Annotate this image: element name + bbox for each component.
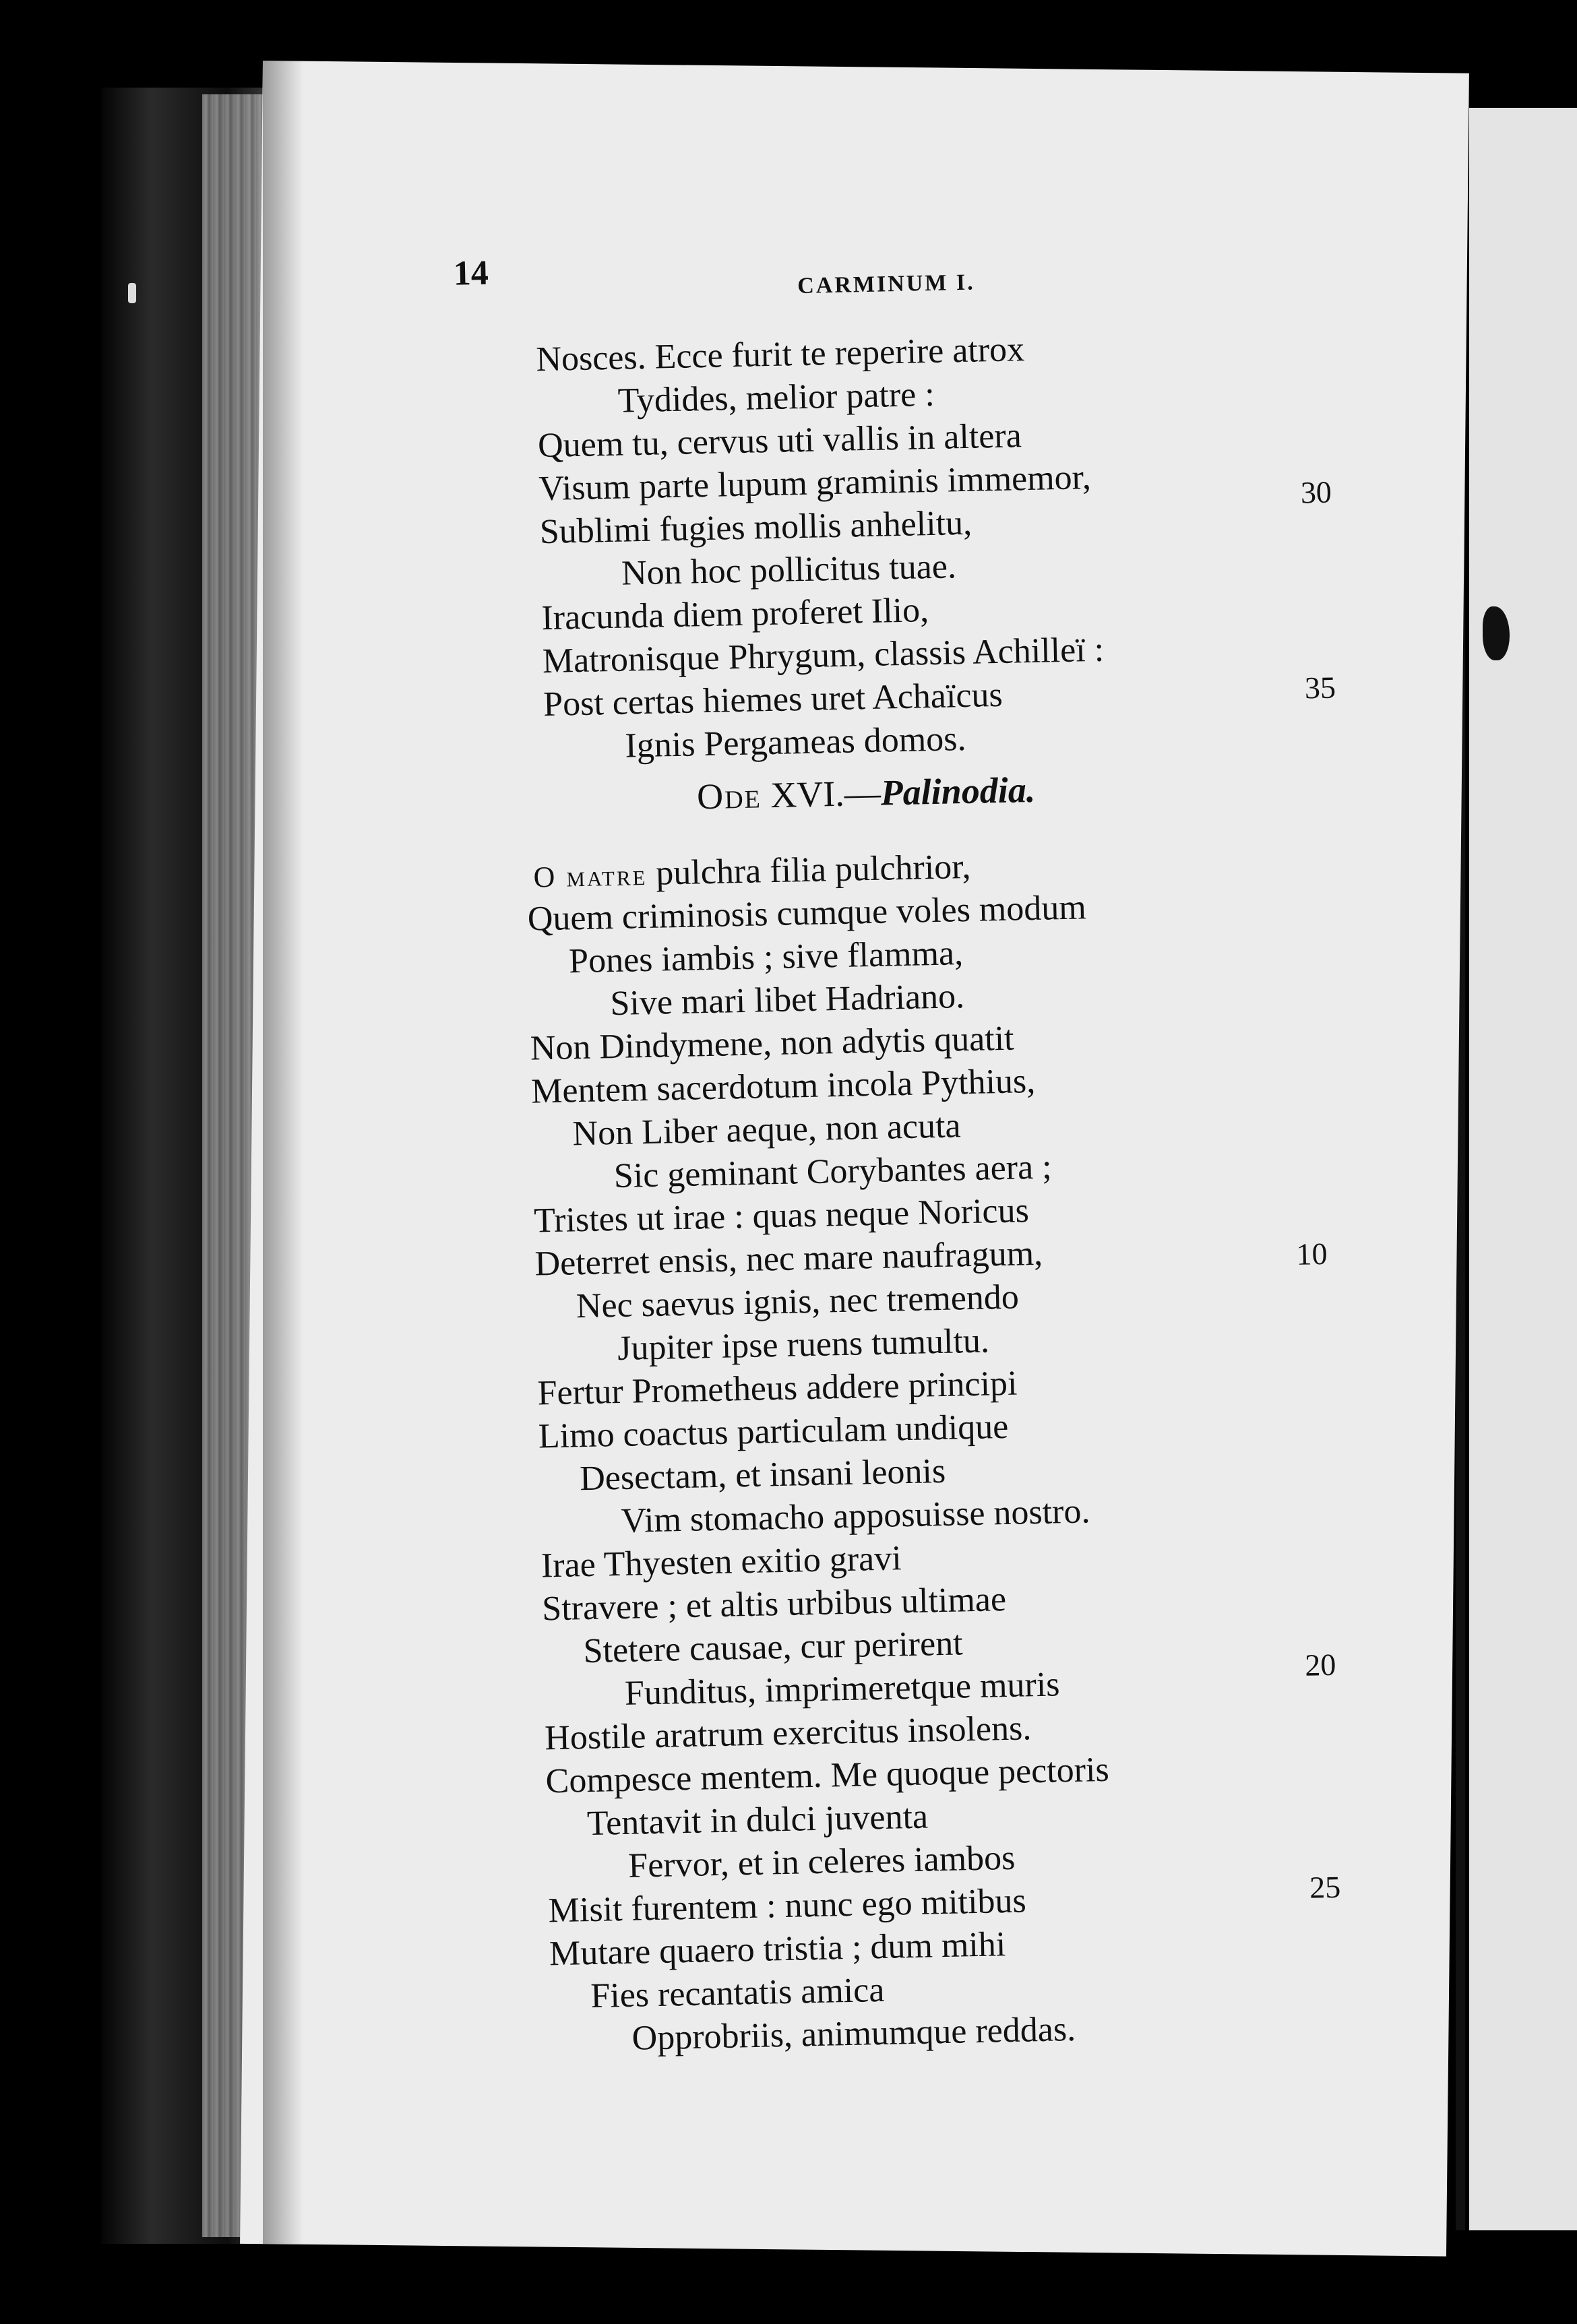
ode-title-number: XVI.— (770, 772, 882, 816)
verse-line: Mutare quaero tristia ; dum mihi (549, 1925, 1006, 1974)
verse-line: Stravere ; et altis urbibus ultimae (541, 1580, 1007, 1629)
verse-line: Sic geminant Corybantes aera ; (613, 1148, 1053, 1196)
ode-title-prefix: Ode (696, 775, 762, 817)
verse-line: Pones iambis ; sive flamma, (568, 934, 964, 981)
running-head: CARMINUM I. (797, 270, 976, 299)
ode-title (696, 769, 1035, 818)
verse-line: Compesce mentem. Me quoque pectoris (545, 1750, 1110, 1801)
verse-line: Quem tu, cervus uti vallis in altera (537, 416, 1022, 466)
verse-line: Non Dindymene, non adytis quatit (530, 1019, 1015, 1068)
ode-opening-words: O matre (533, 858, 648, 894)
verse-line: Post certas hiemes uret Achaïcus (543, 675, 1003, 724)
verse-line: Desectam, et insani leonis (579, 1451, 946, 1499)
verse-line: Stetere causae, cur perirent (583, 1624, 964, 1671)
verse-line: Nosces. Ecce furit te reperire atrox (535, 330, 1025, 379)
verse-line: Iracunda diem proferet Ilio, (540, 591, 929, 638)
verse-line: Tydides, melior patre : (617, 375, 935, 420)
verse-line: Fervor, et in celeres iambos (627, 1838, 1016, 1885)
line-number: 10 (1296, 1236, 1328, 1271)
verse-line: Tentavit in dulci juventa (586, 1797, 929, 1844)
verse-line-text: pulchra filia pulchrior, (646, 847, 972, 893)
verse-line: Vim stomacho apposuisse nostro. (621, 1492, 1090, 1540)
verse-line: Hostile aratrum exercitus insolens. (544, 1709, 1032, 1758)
line-number: 30 (1300, 474, 1332, 510)
verse-line: Opprobriis, animumque reddas. (631, 2009, 1076, 2058)
verse-line: Nec saevus ignis, nec tremendo (576, 1278, 1020, 1326)
verse-line: Irae Thyesten exitio gravi (540, 1539, 902, 1585)
line-number: 25 (1309, 1869, 1341, 1905)
line-number: 35 (1304, 670, 1336, 705)
verse-line: Visum parte lupum graminis immemor, (538, 458, 1092, 509)
line-number: 20 (1304, 1647, 1336, 1683)
verse-line: Tristes ut irae : quas neque Noricus (533, 1191, 1030, 1240)
verse-line: Deterret ensis, nec mare naufragum, (534, 1234, 1043, 1284)
verse-line: Jupiter ipse ruens tumultu. (617, 1321, 990, 1369)
verse-line: Funditus, imprimeretque muris (624, 1665, 1061, 1713)
verse-line: Sublimi fugies mollis anhelitu, (539, 503, 972, 552)
verse-line: Non hoc pollicitus tuae. (621, 547, 957, 593)
verse-line: Ignis Pergameas domos. (624, 719, 966, 765)
verse-line: Mentem sacerdotum incola Pythius, (530, 1061, 1036, 1111)
verse-line: Sive mari libet Hadriano. (609, 977, 965, 1024)
page-number: 14 (453, 253, 489, 293)
verse-line: Matronisque Phrygum, classis Achilleï : (542, 630, 1105, 681)
verse-line: Fertur Prometheus addere principi (537, 1364, 1018, 1413)
verse-line: Non Liber aeque, non acuta (571, 1106, 962, 1154)
verse-line (533, 847, 971, 896)
verse-line: Fies recantatis amica (590, 1970, 885, 2016)
verse-line: Quem criminosis cumque voles modum (527, 888, 1087, 939)
verse-line: Misit furentem : nunc ego mitibus (548, 1881, 1027, 1930)
ode-title-subtitle: Palinodia. (880, 769, 1036, 813)
verse-line: Limo coactus particulam undique (538, 1407, 1009, 1456)
